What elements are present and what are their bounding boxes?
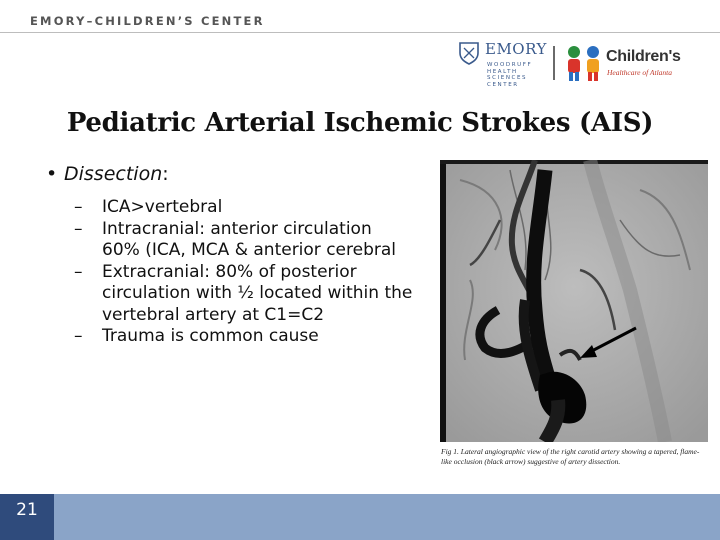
page-number: 21 <box>16 500 38 520</box>
dash-marker: – <box>74 261 83 282</box>
woodruff-line: WOODRUFF <box>487 62 533 68</box>
subitem-text: ICA>vertebral <box>102 197 223 217</box>
woodruff-line: CENTER <box>487 81 519 88</box>
dash-marker: – <box>74 197 83 217</box>
angiogram-figure <box>440 160 708 442</box>
subitem <box>74 219 414 262</box>
header-organization: EMORY–CHILDREN’S CENTER <box>30 14 265 28</box>
bullet-colon: : <box>162 163 169 185</box>
subitem-text: Extracranial: 80% of posterior circulation with ½ located within the vertebral artery at C1=C2 <box>102 261 413 325</box>
subitem-text: Trauma is common cause <box>102 326 319 346</box>
woodruff-line: SCIENCES <box>487 75 528 82</box>
bullet-dissection <box>46 163 169 185</box>
dash-marker: – <box>74 326 83 346</box>
childrens-wordmark: Children's <box>606 48 681 65</box>
logo-divider <box>553 46 555 80</box>
subitem-text: Intracranial: anterior circulation 60% (ICA, MCA & anterior cerebral <box>102 218 396 260</box>
subitem <box>74 262 414 327</box>
angiogram-image <box>440 160 708 442</box>
dash-marker: – <box>74 218 83 239</box>
subitem <box>74 197 414 219</box>
header-divider <box>0 32 720 33</box>
childrens-tagline: Healthcare of Atlanta <box>607 68 672 77</box>
woodruff-line: HEALTH <box>487 68 518 75</box>
footer-bar <box>0 494 720 540</box>
emory-wordmark: EMORY <box>485 40 547 58</box>
logo-bar <box>458 38 708 96</box>
emory-shield-icon <box>458 41 480 65</box>
subitem-list <box>74 197 414 348</box>
bullet-dot: • <box>46 163 58 185</box>
woodruff-wordmark <box>487 62 547 88</box>
subitem <box>74 326 414 348</box>
bullet-label: Dissection <box>64 163 163 185</box>
figure-caption: Fig 1. Lateral angiographic view of the right carotid artery showing a tapered, flame-like occlusion (black arrow) suggestive of artery dissection. <box>441 447 700 466</box>
childrens-kids-logo-icon <box>563 44 605 82</box>
slide-title: Pediatric Arterial Ischemic Strokes (AIS) <box>66 108 654 138</box>
